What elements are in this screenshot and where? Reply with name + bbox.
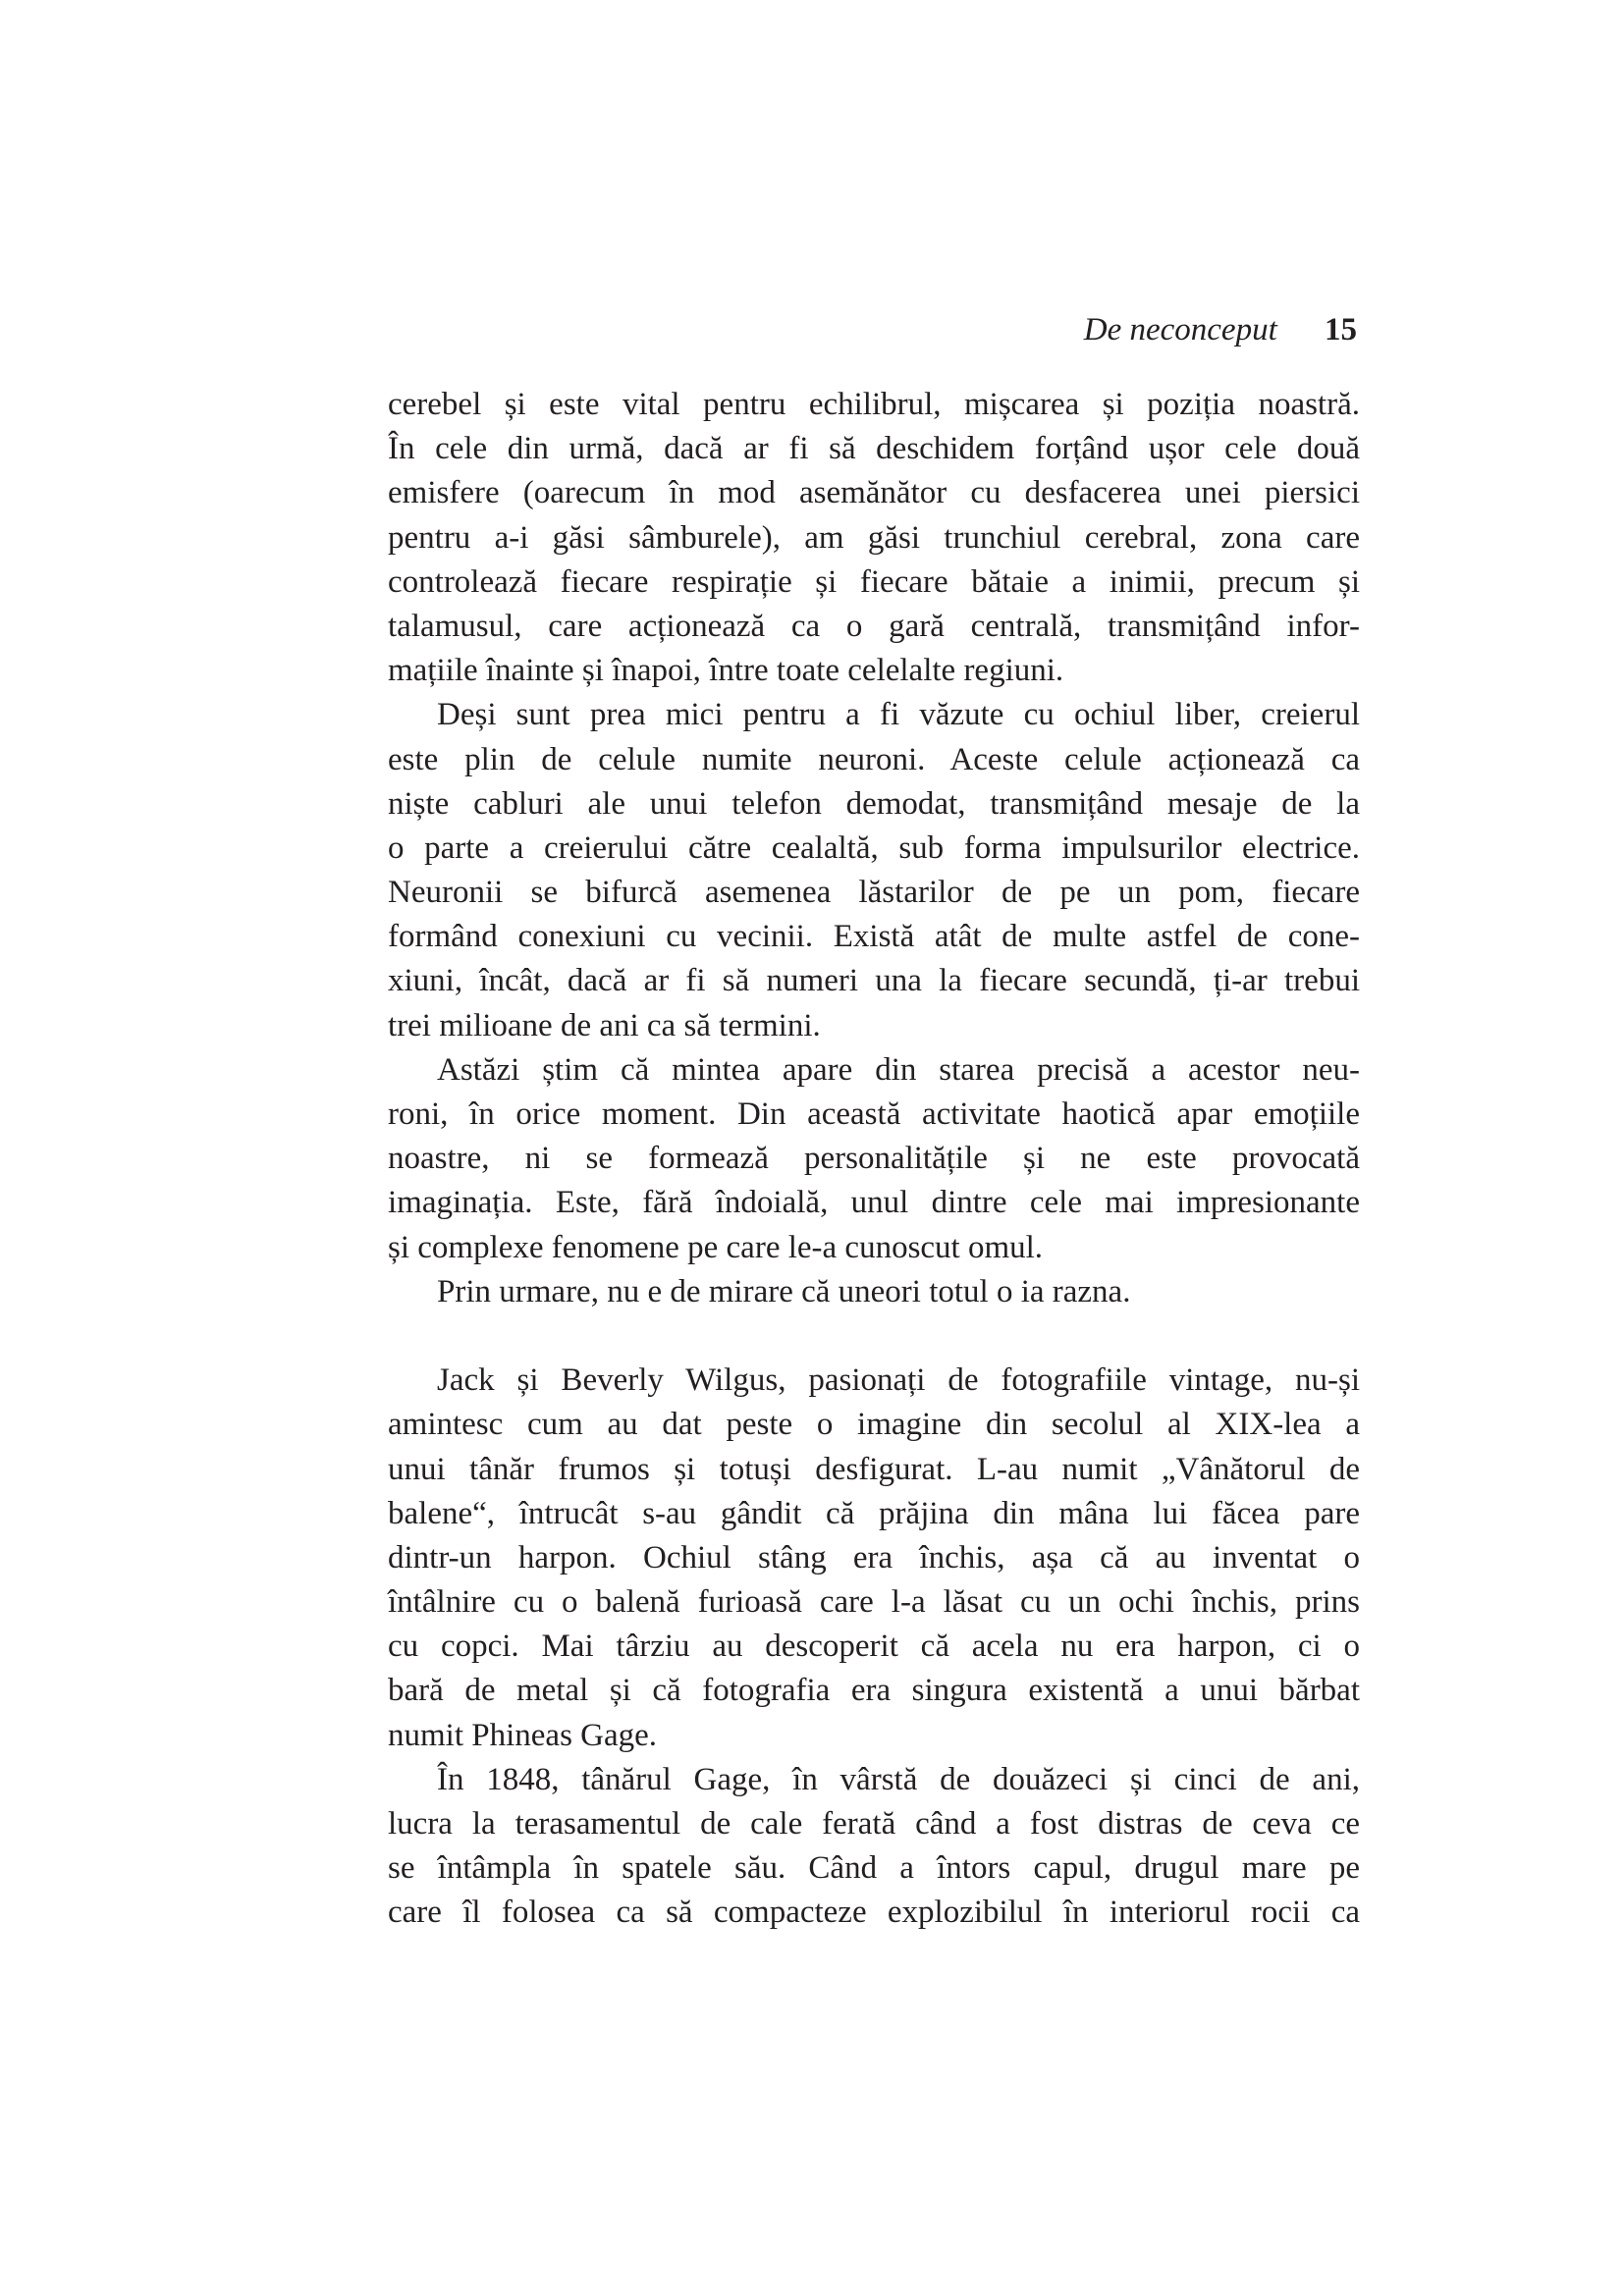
text-line: talamusul, care acționează ca o gară centrală, transmițând infor- — [388, 608, 1360, 644]
text-line: niște cabluri ale unui telefon demodat, transmițând mesaje de la — [388, 785, 1360, 822]
running-head — [1084, 310, 1357, 349]
text-line: Jack și Beverly Wilgus, pasionați de fotografiile vintage, nu-și — [437, 1362, 1360, 1399]
text-line: În 1848, tânărul Gage, în vârstă de douăzeci și cinci de ani, — [437, 1761, 1360, 1797]
paragraph — [388, 1270, 1360, 1314]
text-line: În cele din urmă, dacă ar fi să deschidem forțând ușor cele două — [388, 431, 1360, 467]
text-line: formând conexiuni cu vecinii. Există atât de multe astfel de cone- — [388, 919, 1360, 955]
text-line: lucra la terasamentul de cale ferată când a fost distras de ceva ce — [388, 1806, 1360, 1842]
paragraph — [388, 1758, 1360, 1936]
text-line: se întâmpla în spatele său. Când a întors capul, drugul mare pe — [388, 1850, 1360, 1887]
body-text — [388, 383, 1360, 1936]
text-line: trei milioane de ani ca să termini. — [388, 1007, 821, 1043]
text-line: Astăzi știm că mintea apare din starea precisă a acestor neu- — [437, 1051, 1360, 1088]
text-line: imaginația. Este, fără îndoială, unul dintre cele mai impresionante — [388, 1185, 1360, 1221]
paragraph — [388, 693, 1360, 1048]
text-line: xiuni, încât, dacă ar fi să numeri una la fiecare secundă, ți-ar trebui — [388, 963, 1360, 999]
paragraph — [388, 383, 1360, 693]
text-line: întâlnire cu o balenă furioasă care l-a lăsat cu un ochi închis, prins — [388, 1584, 1360, 1621]
text-line: care îl folosea ca să compacteze explozibilul în interiorul rocii ca — [388, 1895, 1360, 1931]
text-line: pentru a-i găsi sâmburele), am găsi trunchiul cerebral, zona care — [388, 519, 1360, 556]
text-line: roni, în orice moment. Din această activitate haotică apar emoțiile — [388, 1096, 1360, 1132]
text-line: Neuronii se bifurcă asemenea lăstarilor de pe un pom, fiecare — [388, 875, 1360, 911]
text-line: o parte a creierului către cealaltă, sub forma impulsurilor electrice. — [388, 829, 1360, 866]
text-line: este plin de celule numite neuroni. Aceste celule acționează ca — [388, 741, 1360, 777]
text-line: emisfere (oarecum în mod asemănător cu desfacerea unei piersici — [388, 475, 1360, 511]
text-line: dintr-un harpon. Ochiul stâng era închis, așa că au inventat o — [388, 1539, 1360, 1575]
text-line: unui tânăr frumos și totuși desfigurat. L-au numit „Vânătorul de — [388, 1451, 1360, 1487]
text-line: Deși sunt prea mici pentru a fi văzute cu ochiul liber, creierul — [437, 697, 1360, 733]
text-line: numit Phineas Gage. — [388, 1717, 658, 1753]
text-line: controlează fiecare respirație și fiecare bătaie a inimii, precum și — [388, 563, 1360, 600]
text-line: cerebel și este vital pentru echilibrul, mișcarea și poziția noastră. — [388, 387, 1360, 422]
page-number: 15 — [1325, 312, 1357, 347]
text-line: și complexe fenomene pe care le-a cunoscut omul. — [388, 1229, 1044, 1265]
section-break — [388, 1314, 1360, 1359]
paragraph — [388, 1048, 1360, 1270]
text-line: cu copci. Mai târziu au descoperit că acela nu era harpon, ci o — [388, 1629, 1360, 1665]
text-line: noastre, ni se formează personalitățile și ne este provocată — [388, 1141, 1360, 1177]
chapter-title: De neconceput — [1083, 312, 1277, 347]
text-line: Prin urmare, nu e de mirare că uneori totul o ia razna. — [437, 1273, 1131, 1309]
text-line: amintesc cum au dat peste o imagine din secolul al XIX-lea a — [388, 1407, 1360, 1443]
paragraph — [388, 1359, 1360, 1758]
text-line: mațiile înainte și înapoi, între toate celelalte regiuni. — [388, 653, 1064, 689]
text-line: bară de metal și că fotografia era singura existentă a unui bărbat — [388, 1673, 1360, 1709]
text-line: balene“, întrucât s-au gândit că prăjina din mâna lui făcea pare — [388, 1495, 1360, 1531]
